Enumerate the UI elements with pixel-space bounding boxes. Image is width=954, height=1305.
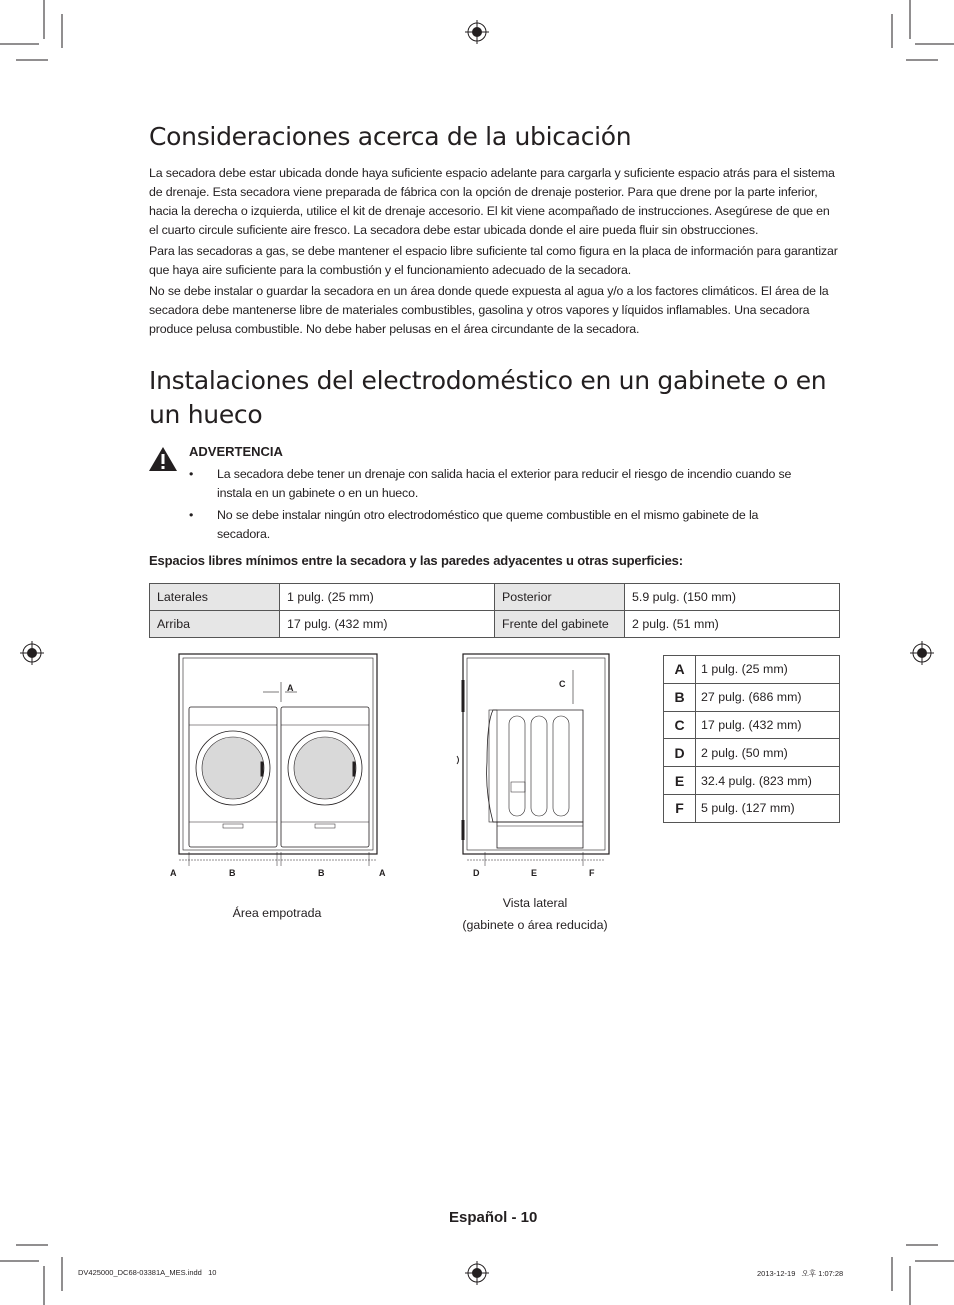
dryer-side (487, 710, 583, 848)
registration-mark-icon (465, 1261, 489, 1285)
label-d: D (473, 868, 480, 878)
dim-key: B (664, 683, 696, 711)
dim-value: 2 pulg. (50 mm) (696, 739, 840, 767)
caption-line: (gabinete o área reducida) (462, 918, 608, 932)
table-row (664, 767, 840, 795)
dim-value: 5 pulg. (127 mm) (696, 794, 840, 822)
side-view-diagram (453, 652, 617, 880)
paragraph: Para las secadoras a gas, se debe mantener el espacio libre suficiente tal como figura en la placa de información para garantizar que haya aire suficiente para la combustión y el funcionamiento adecuado de la secadora. (149, 244, 838, 277)
warning-list (189, 465, 809, 547)
caption-recessed: Área empotrada (232, 906, 322, 920)
dimensions-table (663, 655, 840, 823)
table-cell: Arriba (150, 611, 280, 638)
label-f: F (589, 868, 595, 878)
warning-triangle-icon (148, 446, 178, 472)
label-a-left: A (170, 868, 177, 878)
dryer-front-left (189, 707, 277, 847)
label-e: E (531, 868, 538, 878)
clearance-table (149, 583, 840, 638)
registration-mark-icon (910, 641, 934, 665)
dim-value: 1 pulg. (25 mm) (696, 656, 840, 684)
table-cell: Posterior (495, 584, 625, 611)
dim-value: 32.4 pulg. (823 mm) (696, 767, 840, 795)
table-cell: Laterales (150, 584, 280, 611)
table-row (664, 656, 840, 684)
dim-key: D (664, 739, 696, 767)
table-row (664, 711, 840, 739)
label-c: C (559, 679, 566, 689)
dim-key: A (664, 656, 696, 684)
dim-key: C (664, 711, 696, 739)
table-cell: 1 pulg. (25 mm) (280, 584, 495, 611)
clearance-heading: Espacios libres mínimos entre la secadora y las paredes adyacentes u otras superficies: (149, 553, 683, 568)
warning-title: ADVERTENCIA (189, 444, 283, 459)
table-cell: 2 pulg. (51 mm) (625, 611, 840, 638)
registration-mark-icon (465, 20, 489, 44)
table-row (664, 683, 840, 711)
page-number: Español - 10 (449, 1209, 538, 1226)
dim-value: 27 pulg. (686 mm) (696, 683, 840, 711)
dryer-front-right (281, 707, 369, 847)
dim-key: E (664, 767, 696, 795)
print-slug-file: DV425000_DC68-03381A_MES.indd 10 (78, 1268, 217, 1277)
table-cell: 5.9 pulg. (150 mm) (625, 584, 840, 611)
registration-mark-icon (20, 641, 44, 665)
label-a-top: A (287, 683, 294, 693)
table-row (664, 794, 840, 822)
table-cell: Frente del gabinete (495, 611, 625, 638)
print-slug-date: 2013-12-19 오후 1:07:28 (757, 1269, 844, 1278)
recessed-area-diagram (163, 652, 395, 880)
table-row (664, 739, 840, 767)
caption-side-view (437, 892, 633, 936)
paragraph: No se debe instalar o guardar la secadora en un área donde quede expuesta al agua y/o a los factores climáticos. El área de la secadora debe mantenerse libre de materiales combustibles, gasolina y otros vapores y líquidos inflamables. Una secadora produce pelusa combustible. No debe haber pelusas en el área circundante de la secadora. (149, 284, 829, 336)
label-b-left: B (229, 868, 236, 878)
section-title-cabinet: Instalaciones del electrodoméstico en un gabinete o en un hueco (149, 366, 827, 429)
table-cell: 17 pulg. (432 mm) (280, 611, 495, 638)
list-item: • No se debe instalar ningún otro electrodoméstico que queme combustible en el mismo gabinete de la secadora. (189, 506, 809, 544)
paragraph: La secadora debe estar ubicada donde haya suficiente espacio adelante para cargarla y suficiente espacio atrás para el sistema de drenaje. Esta secadora viene preparada de fábrica con la opción de drenaje posterior. Para que drene por la parte inferior, hacia la derecha o izquierda, utilice el kit de drenaje accesorio. El kit viene acompañado de instrucciones. Asegúrese de que en el cuarto circule suficiente aire fresco. La secadora debe estar ubicada donde el aire pueda fluir sin obstrucciones. (149, 166, 835, 237)
table-row (150, 584, 840, 611)
table-row (150, 611, 840, 638)
caption-line: Vista lateral (502, 896, 568, 910)
label-a-right: A (379, 868, 386, 878)
label-b-right: B (318, 868, 325, 878)
section-title-location: Consideraciones acerca de la ubicación (149, 122, 632, 151)
dim-value: 17 pulg. (432 mm) (696, 711, 840, 739)
list-item: • La secadora debe tener un drenaje con salida hacia el exterior para reducir el riesgo de incendio cuando se instala en un gabinete o en un hueco. (189, 465, 809, 503)
dim-key: F (664, 794, 696, 822)
location-text (149, 164, 839, 339)
